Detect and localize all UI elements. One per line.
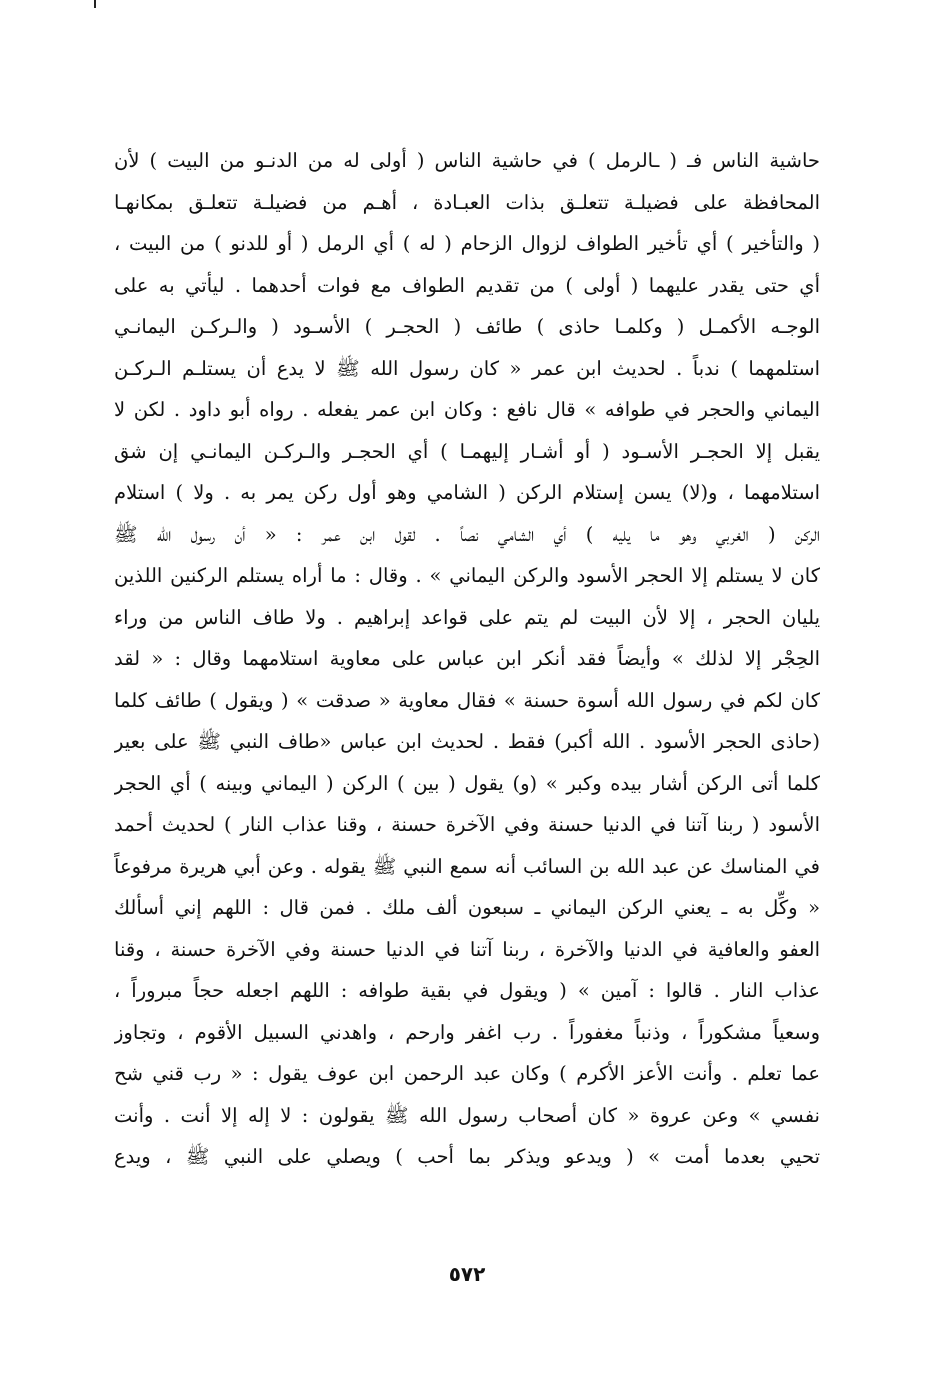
text-line: كان لكم في رسول الله أسوة حسنة » فقال معاوية « صدقت » ( ويقول ) طائف كلما (114, 688, 820, 712)
text-line: استلمهما ) ندباً . لحديث ابن عمر « كان رسول الله ﷺ لا يدع أن يستلـم الـركـن (114, 356, 820, 380)
body-text (114, 140, 820, 1178)
text-line: نفسي » وعن عروة « كان أصحاب رسول الله ﷺ يقولون : لا إله إلا أنت . وأنت (114, 1103, 820, 1127)
text-line: عما تعلم . وأنت الأعز الأكرم ) وكان عبد الرحمن ابن عوف يقول : « رب قني شح (114, 1062, 820, 1085)
text-line: ( والتأخير ) أي تأخير الطواف لزوال الزحام ( له ) أي الرمل ( أو للدنو ) من البيت ، (114, 232, 820, 255)
text-line: استلامهما ، و(لا) يسن إستلام الركن ( الشامي وهو أول ركن يمر به . ولا ) استلام (114, 481, 820, 504)
text-line: العفو والعافية في الدنيا والآخرة ، ربنا آتنا في الدنيا حسنة وفي الآخرة حسنة ، وقنا (114, 937, 820, 961)
text-line: يقبل إلا الحجـر الأسـود ( أو أشـار إليهمـا ) أي الحجـر والـركـن اليمانـي إن شق (114, 439, 820, 463)
text-line: كلما أتى الركن أشار بيده وكبر » (و) يقول ( بين ) الركن ( اليماني وبينه ) أي الحجر (114, 771, 820, 795)
text-line: الأسود ( ربنا آتنا في الدنيا حسنة وفي الآخرة حسنة ، وقنا عذاب النار ) لحديث أحمد (114, 813, 820, 836)
text-line: وسعياً مشكوراً ، وذنباً مغفوراً . رب اغفر وارحم ، واهدني السبيل الأقوم ، وتجاوز (114, 1020, 820, 1044)
text-line: الوجـه الأكمـل ( وكلمـا حاذى ) طائف ( الحجـر ) الأسـود ( والـركـن اليمانـي (114, 315, 820, 338)
text-line: تحيي بعدما أمت » ( ويدعو ويذكر بما أحب ) ويصلي على النبي ﷺ ، ويدع (114, 1145, 820, 1168)
text-line: في المناسك عن عبد الله بن السائب أنه سمع النبي ﷺ يقوله . وعن أبي هريرة مرفوعاً (114, 854, 820, 878)
text-line: الحِجْر إلا لذلك » وأيضاً فقد أنكر ابن عباس على معاوية استلامهما وقال : « لقد (114, 647, 820, 670)
text-line: حاشية الناس فـ ( ـالرمل ) في حاشية الناس ( أولى له من الدنـو من البيت ) لأن (114, 149, 820, 172)
page-number: ٥٧٢ (448, 1262, 486, 1286)
text-line: « وكِّل به ـ يعني الركن اليماني ـ سبعون ألف ملك . فمن قال : اللهم إني أسألك (114, 896, 820, 919)
page-corner-mark (94, 0, 96, 8)
text-line: اليماني والحجر في طوافه » قال نافع : وكان ابن عمر يفعله . رواه أبو داود . لكن لا (114, 398, 820, 421)
text-line: (حاذى الحجر الأسود . الله أكبر) فقط . لحديث ابن عباس «طاف النبي ﷺ على بعير (114, 730, 820, 753)
text-line: أي حتى يقدر عليهما ( أولى ) من تقديم الطواف مع فوات أحدهما . ليأتي به على (114, 273, 820, 297)
text-line: عذاب النار . قالوا : آمين » ( ويقول في بقية طوافه : اللهم اجعله حجاً مبروراً ، (114, 979, 820, 1002)
text-line: يليان الحجر ، إلا لأن البيت لم يتم على قواعد إبراهيم . ولا طاف الناس من وراء (114, 605, 820, 629)
text-line: كان لا يستلم إلا الحجر الأسود والركن اليماني » . وقال : ما أراه يستلم الركنين اللذين (114, 564, 820, 587)
text-line: المحافظة على فضيلـة تتعلـق بذات العبـادة ، أهـم من فضيلـة تتعلـق بمكانهـا (114, 190, 820, 214)
text-line: الركن ( الغربي وهو ما يليه ) أي الشامي نصاً . لقول ابن عمر : « أن رسول الله ﷺ (114, 522, 820, 546)
